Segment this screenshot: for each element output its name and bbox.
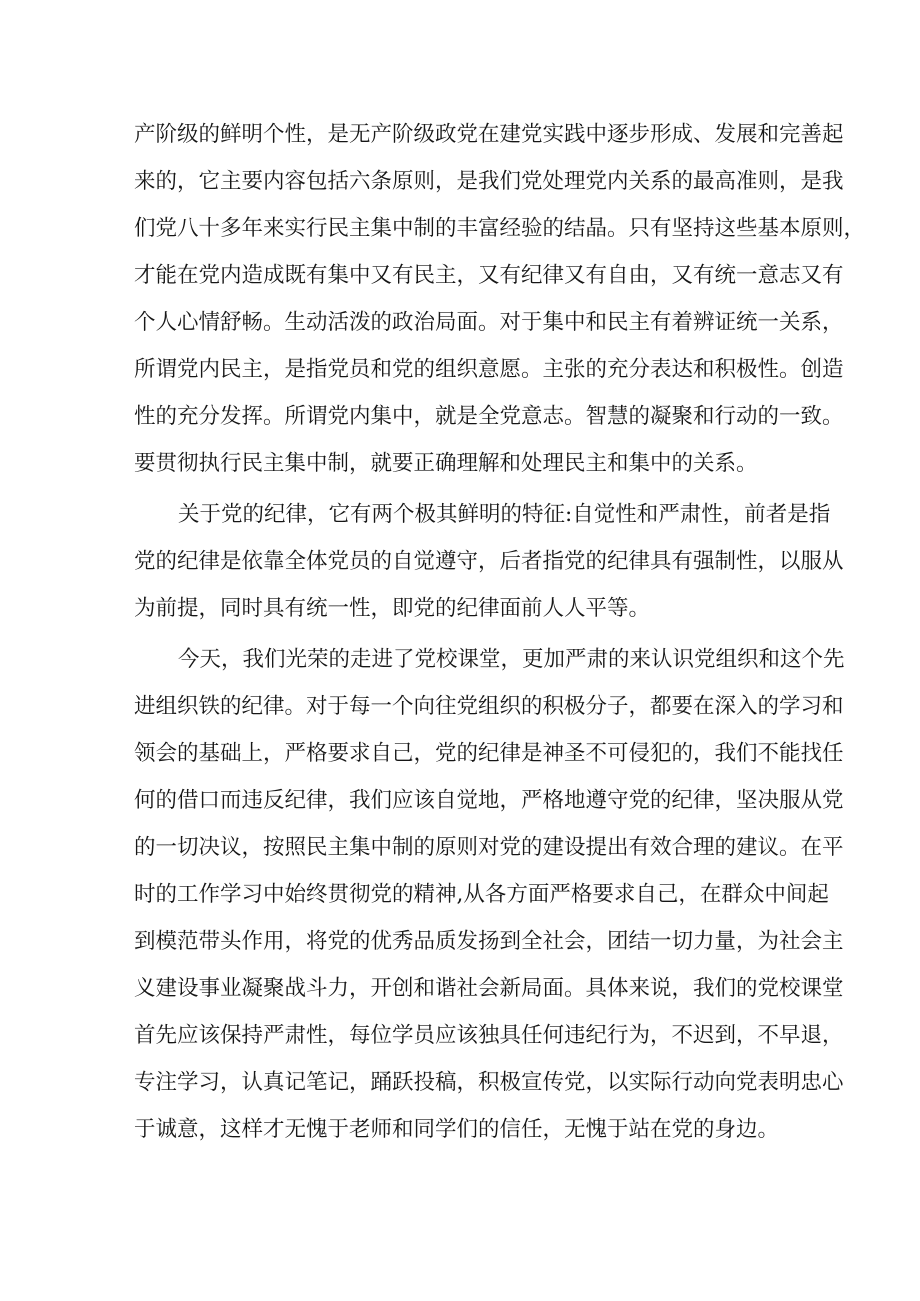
text-line: 专注学习，认真记笔记，踊跃投稿，积极宣传党，以实际行动向党表明忠心 xyxy=(134,1070,844,1095)
text-line: 个人心情舒畅。生动活泼的政治局面。对于集中和民主有着辨证统一关系， xyxy=(134,310,844,335)
text-line: 于诚意，这样才无愧于老师和同学们的信任，无愧于站在党的身边。 xyxy=(134,1117,780,1142)
text-line: 要贯彻执行民主集中制，就要正确理解和处理民主和集中的关系。 xyxy=(134,451,758,476)
text-line: 何的借口而违反纪律，我们应该自觉地，严格地遵守党的纪律，坚决服从党 xyxy=(134,788,844,813)
text-line: 首先应该保持严肃性，每位学员应该独具任何违纪行为，不迟到，不早退， xyxy=(134,1023,844,1048)
text-line: 所谓党内民主，是指党员和党的组织意愿。主张的充分表达和积极性。创造 xyxy=(134,357,844,382)
text-line: 时的工作学习中始终贯彻党的精神,从各方面严格要求自己，在群众中间起 xyxy=(134,882,829,907)
text-line: 性的充分发挥。所谓党内集中，就是全党意志。智慧的凝聚和行动的一致。 xyxy=(134,404,844,429)
text-line: 今天，我们光荣的走进了党校课堂，更加严肃的来认识党组织和这个先 xyxy=(178,647,845,672)
text-line: 的一切决议，按照民主集中制的原则对党的建设提出有效合理的建议。在平 xyxy=(134,835,844,860)
text-line: 党的纪律是依靠全体党员的自觉遵守，后者指党的纪律具有强制性，以服从 xyxy=(134,549,844,574)
text-line: 们党八十多年来实行民主集中制的丰富经验的结晶。只有坚持这些基本原则， xyxy=(134,216,866,241)
text-line: 到模范带头作用，将党的优秀品质发扬到全社会，团结一切力量，为社会主 xyxy=(134,929,844,954)
text-line: 为前提，同时具有统一性，即党的纪律面前人人平等。 xyxy=(134,596,651,621)
text-line: 进组织铁的纪律。对于每一个向往党组织的积极分子，都要在深入的学习和 xyxy=(134,694,844,719)
text-line: 领会的基础上，严格要求自己，党的纪律是神圣不可侵犯的，我们不能找任 xyxy=(134,741,844,766)
text-line: 来的，它主要内容包括六条原则，是我们党处理党内关系的最高准则，是我 xyxy=(134,169,844,194)
text-line: 义建设事业凝聚战斗力，开创和谐社会新局面。具体来说，我们的党校课堂 xyxy=(134,976,844,1001)
text-line: 产阶级的鲜明个性，是无产阶级政党在建党实践中逐步形成、发展和完善起 xyxy=(134,122,844,147)
text-line: 关于党的纪律，它有两个极其鲜明的特征:自觉性和严肃性，前者是指 xyxy=(178,502,831,527)
text-line: 才能在党内造成既有集中又有民主，又有纪律又有自由，又有统一意志又有 xyxy=(134,263,844,288)
